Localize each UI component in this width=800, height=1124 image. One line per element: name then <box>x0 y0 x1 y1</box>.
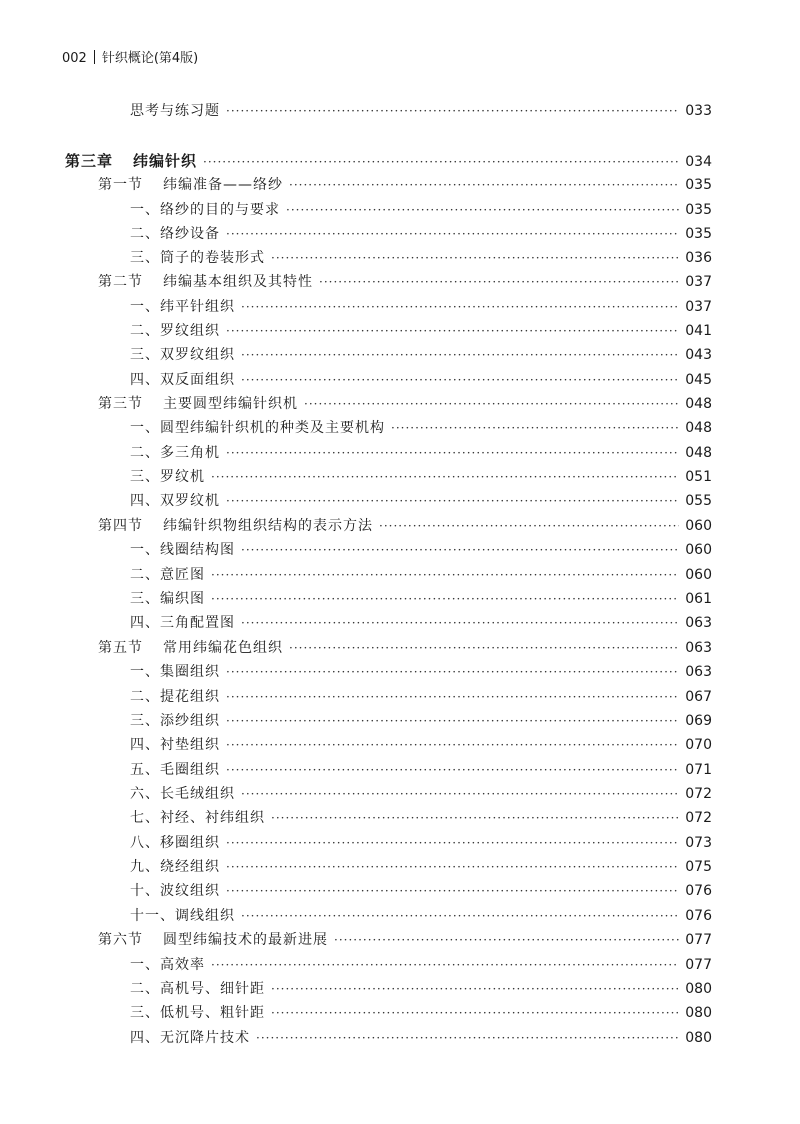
toc-section <box>98 514 712 538</box>
toc-chapter <box>65 149 712 173</box>
toc-entry <box>130 295 712 319</box>
dot-leader <box>304 392 679 416</box>
dot-leader <box>226 855 679 879</box>
toc-entry <box>130 758 712 782</box>
toc-entry <box>130 1026 712 1050</box>
dot-leader <box>271 806 679 830</box>
toc-entry-title: 思考与练习题 <box>130 103 220 119</box>
toc-page-number: 075 <box>685 859 712 875</box>
toc-page-number: 076 <box>685 908 712 924</box>
dot-leader <box>226 831 679 855</box>
toc-page-number: 072 <box>685 810 712 826</box>
toc-entry-title: 四、三角配置图 <box>130 615 235 631</box>
toc-page-number: 063 <box>685 615 712 631</box>
toc-page-number: 033 <box>685 103 712 119</box>
toc-entry-title: 九、绕经组织 <box>130 859 220 875</box>
toc-page-number: 055 <box>685 493 712 509</box>
toc-section <box>98 928 712 952</box>
toc-page-number: 048 <box>685 420 712 436</box>
toc-entry <box>130 660 712 684</box>
toc-page-number: 035 <box>685 202 712 218</box>
toc-page-number: 043 <box>685 347 712 363</box>
toc-page-number: 060 <box>685 567 712 583</box>
dot-leader <box>211 953 679 977</box>
toc-entry <box>130 855 712 879</box>
dot-leader <box>241 782 679 806</box>
dot-leader <box>226 222 679 246</box>
toc-entry <box>130 538 712 562</box>
toc-page-number: 067 <box>685 689 712 705</box>
toc-entry-title: 八、移圈组织 <box>130 835 220 851</box>
toc-section <box>98 392 712 416</box>
page-number: 002 <box>62 51 87 66</box>
toc-entry <box>130 563 712 587</box>
toc-page-number: 035 <box>685 177 712 193</box>
toc-entry-title: 二、意匠图 <box>130 567 205 583</box>
toc-entry <box>130 953 712 977</box>
section-title: 纬编针织物组织结构的表示方法 <box>163 518 373 534</box>
dot-leader <box>203 150 679 174</box>
toc-entry-title: 五、毛圈组织 <box>130 762 220 778</box>
toc-entry-title: 六、长毛绒组织 <box>130 786 235 802</box>
section-title: 纬编基本组织及其特性 <box>163 274 313 290</box>
toc-entry <box>130 1001 712 1025</box>
dot-leader <box>226 758 679 782</box>
dot-leader <box>241 904 679 928</box>
toc-page-number: 063 <box>685 640 712 656</box>
dot-leader <box>241 343 679 367</box>
dot-leader <box>391 416 679 440</box>
toc-entry-title: 三、罗纹机 <box>130 469 205 485</box>
toc-page-number: 048 <box>685 445 712 461</box>
toc-page-number: 076 <box>685 883 712 899</box>
toc-entry-title: 一、线圈结构图 <box>130 542 235 558</box>
toc-entry <box>130 587 712 611</box>
toc-page-number: 048 <box>685 396 712 412</box>
toc-page-number: 077 <box>685 957 712 973</box>
toc-page-number: 080 <box>685 981 712 997</box>
dot-leader <box>256 1026 679 1050</box>
dot-leader <box>334 928 679 952</box>
toc-page-number: 070 <box>685 737 712 753</box>
toc-page-number: 041 <box>685 323 712 339</box>
toc-page-number: 060 <box>685 518 712 534</box>
toc-page-number: 037 <box>685 299 712 315</box>
toc-entry <box>130 685 712 709</box>
toc-page-number: 080 <box>685 1005 712 1021</box>
toc-page-number: 045 <box>685 372 712 388</box>
toc-entry <box>130 246 712 270</box>
book-title: 针织概论(第4版) <box>101 51 199 66</box>
toc-entry-title: 三、编织图 <box>130 591 205 607</box>
dot-leader <box>379 514 679 538</box>
toc-entry-title: 四、双罗纹机 <box>130 493 220 509</box>
section-title: 纬编准备——络纱 <box>163 177 283 193</box>
toc-entry <box>130 416 712 440</box>
section-number: 第四节 <box>98 518 143 534</box>
toc-entry-title: 三、低机号、粗针距 <box>130 1005 265 1021</box>
toc-entry-title: 三、添纱组织 <box>130 713 220 729</box>
toc-entry <box>130 611 712 635</box>
section-number: 第二节 <box>98 274 143 290</box>
toc-page-number: 060 <box>685 542 712 558</box>
section-title: 常用纬编花色组织 <box>163 640 283 656</box>
toc-entry <box>130 489 712 513</box>
toc-entry-title: 一、高效率 <box>130 957 205 973</box>
dot-leader <box>241 611 679 635</box>
toc-entry <box>130 343 712 367</box>
toc-page-number: 034 <box>685 154 712 170</box>
toc-entry-title: 十一、调线组织 <box>130 908 235 924</box>
toc-entry <box>130 709 712 733</box>
toc-page-number: 071 <box>685 762 712 778</box>
toc-entry-title: 四、无沉降片技术 <box>130 1030 250 1046</box>
dot-leader <box>289 636 679 660</box>
toc-page-number: 051 <box>685 469 712 485</box>
dot-leader <box>226 733 679 757</box>
toc-entry-title: 二、罗纹组织 <box>130 323 220 339</box>
toc-entry <box>130 831 712 855</box>
toc-entry-title: 七、衬经、衬纬组织 <box>130 810 265 826</box>
toc-page-number: 080 <box>685 1030 712 1046</box>
toc-entry <box>130 904 712 928</box>
toc-entry-title: 四、双反面组织 <box>130 372 235 388</box>
dot-leader <box>241 368 679 392</box>
toc-section <box>98 173 712 197</box>
toc-entry-title: 三、筒子的卷装形式 <box>130 250 265 266</box>
section-number: 第五节 <box>98 640 143 656</box>
dot-leader <box>226 709 679 733</box>
section-number: 第六节 <box>98 932 143 948</box>
toc-page-number: 037 <box>685 274 712 290</box>
toc-entry-title: 十、波纹组织 <box>130 883 220 899</box>
toc-page-number: 072 <box>685 786 712 802</box>
toc-section <box>98 636 712 660</box>
chapter-title: 纬编针织 <box>133 152 198 170</box>
toc-entry-title: 二、高机号、细针距 <box>130 981 265 997</box>
toc-entry <box>130 465 712 489</box>
section-title: 主要圆型纬编针织机 <box>163 396 298 412</box>
toc-entry <box>130 368 712 392</box>
toc-entry-title: 一、圆型纬编针织机的种类及主要机构 <box>130 420 385 436</box>
dot-leader <box>226 660 679 684</box>
toc-entry-title: 一、络纱的目的与要求 <box>130 202 280 218</box>
chapter-number: 第三章 <box>65 152 114 170</box>
dot-leader <box>271 1001 679 1025</box>
toc-section <box>98 270 712 294</box>
dot-leader <box>226 441 679 465</box>
dot-leader <box>289 173 679 197</box>
toc-page-number: 061 <box>685 591 712 607</box>
toc-entry-title: 二、提花组织 <box>130 689 220 705</box>
dot-leader <box>319 270 679 294</box>
toc-entry-title: 一、纬平针组织 <box>130 299 235 315</box>
toc-page-number: 063 <box>685 664 712 680</box>
toc-entry <box>130 99 712 123</box>
toc-entry-title: 四、衬垫组织 <box>130 737 220 753</box>
toc-entry <box>130 782 712 806</box>
toc-page-number: 073 <box>685 835 712 851</box>
toc-entry <box>130 319 712 343</box>
dot-leader <box>286 198 679 222</box>
toc-page-number: 069 <box>685 713 712 729</box>
toc-entry-title: 一、集圈组织 <box>130 664 220 680</box>
section-number: 第一节 <box>98 177 143 193</box>
dot-leader <box>211 563 679 587</box>
toc-entry <box>130 977 712 1001</box>
dot-leader <box>241 295 679 319</box>
dot-leader <box>241 538 679 562</box>
toc-page-number: 035 <box>685 226 712 242</box>
dot-leader <box>211 465 679 489</box>
toc-entry <box>130 806 712 830</box>
dot-leader <box>211 587 679 611</box>
section-number: 第三节 <box>98 396 143 412</box>
dot-leader <box>226 319 679 343</box>
dot-leader <box>271 977 679 1001</box>
toc-page-number: 036 <box>685 250 712 266</box>
section-title: 圆型纬编技术的最新进展 <box>163 932 328 948</box>
toc-entry <box>130 733 712 757</box>
toc-entry-title: 三、双罗纹组织 <box>130 347 235 363</box>
dot-leader <box>226 685 679 709</box>
toc-entry <box>130 441 712 465</box>
toc-page-number: 077 <box>685 932 712 948</box>
toc-entry <box>130 879 712 903</box>
dot-leader <box>271 246 679 270</box>
dot-leader <box>226 489 679 513</box>
dot-leader <box>226 879 679 903</box>
dot-leader <box>226 99 679 123</box>
toc-entry-title: 二、多三角机 <box>130 445 220 461</box>
toc-entry <box>130 222 712 246</box>
toc-entry <box>130 198 712 222</box>
toc-entry-title: 二、络纱设备 <box>130 226 220 242</box>
